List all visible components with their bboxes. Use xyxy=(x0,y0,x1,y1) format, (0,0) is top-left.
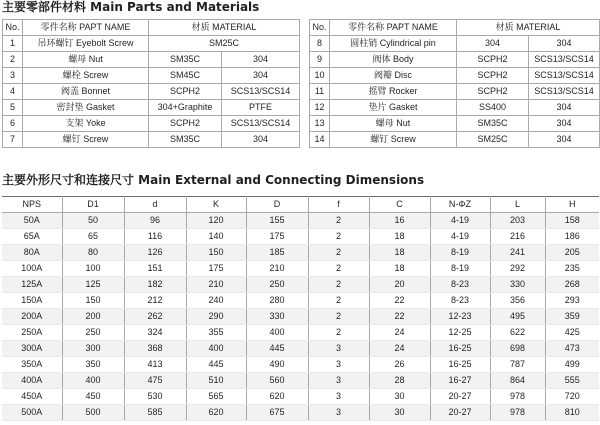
dimension-cell: 413 xyxy=(124,357,186,373)
dimension-cell: 445 xyxy=(246,341,308,357)
part-number: 1 xyxy=(3,36,23,52)
part-name: 螺钉 Screw xyxy=(330,132,457,148)
dimension-cell: 4-19 xyxy=(430,229,490,245)
dimension-cell: 80 xyxy=(62,245,124,261)
dimension-cell: 368 xyxy=(124,341,186,357)
dimension-cell: 50A xyxy=(2,213,62,229)
parts-header-row xyxy=(310,20,600,36)
part-material-2: SCS13/SCS14 xyxy=(529,52,600,68)
dimension-cell: 555 xyxy=(545,373,599,389)
dimension-cell: 120 xyxy=(186,213,246,229)
dimension-cell: 96 xyxy=(124,213,186,229)
parts-row xyxy=(3,84,300,100)
dimension-cell: 203 xyxy=(490,213,545,229)
dimension-cell: 864 xyxy=(490,373,545,389)
dimension-row xyxy=(2,357,599,373)
dimension-cell: 585 xyxy=(124,405,186,421)
dimension-cell: 182 xyxy=(124,277,186,293)
parts-section-title: 主要零部件材料 Main Parts and Materials xyxy=(2,0,260,14)
dimension-header: K xyxy=(186,197,246,213)
dimension-cell: 185 xyxy=(246,245,308,261)
dimension-cell: 425 xyxy=(545,325,599,341)
part-material-1: SCPH2 xyxy=(149,116,222,132)
dimension-cell: 2 xyxy=(308,325,369,341)
header-part-name: 零件名称 PAPT NAME xyxy=(23,20,149,36)
part-name: 阀体 Body xyxy=(330,52,457,68)
parts-row xyxy=(310,52,600,68)
dimension-cell: 65A xyxy=(2,229,62,245)
part-material-2: SCS13/SCS14 xyxy=(529,68,600,84)
dimension-cell: 200 xyxy=(62,309,124,325)
dimension-cell: 356 xyxy=(490,293,545,309)
parts-row xyxy=(3,52,300,68)
dimension-cell: 116 xyxy=(124,229,186,245)
dimension-header: f xyxy=(308,197,369,213)
part-material-2: 304 xyxy=(222,52,300,68)
parts-row xyxy=(3,132,300,148)
part-number: 5 xyxy=(3,100,23,116)
part-material-2: SCS13/SCS14 xyxy=(222,84,300,100)
dimension-cell: 16-25 xyxy=(430,341,490,357)
parts-row xyxy=(310,100,600,116)
part-material-1: SCPH2 xyxy=(457,52,529,68)
part-material-2: PTFE xyxy=(222,100,300,116)
parts-row xyxy=(3,68,300,84)
dimension-cell: 262 xyxy=(124,309,186,325)
dimension-cell: 240 xyxy=(186,293,246,309)
dimension-cell: 450A xyxy=(2,389,62,405)
dimension-cell: 445 xyxy=(186,357,246,373)
dimension-cell: 16 xyxy=(369,213,430,229)
part-number: 14 xyxy=(310,132,330,148)
dimension-cell: 126 xyxy=(124,245,186,261)
dimension-cell: 50 xyxy=(62,213,124,229)
part-number: 2 xyxy=(3,52,23,68)
part-name: 螺母 Nut xyxy=(23,52,149,68)
dimension-cell: 150 xyxy=(186,245,246,261)
dimension-cell: 290 xyxy=(186,309,246,325)
dimension-row xyxy=(2,229,599,245)
dimension-row xyxy=(2,389,599,405)
header-part-name: 零件名称 PAPT NAME xyxy=(330,20,457,36)
parts-row xyxy=(3,36,300,52)
dimension-cell: 158 xyxy=(545,213,599,229)
part-material-2: 304 xyxy=(222,68,300,84)
header-no: No. xyxy=(3,20,23,36)
part-material-2: 304 xyxy=(529,100,600,116)
part-material-1: 304+Graphite xyxy=(149,100,222,116)
dimension-cell: 280 xyxy=(246,293,308,309)
part-number: 8 xyxy=(310,36,330,52)
part-name: 螺母 Nut xyxy=(330,116,457,132)
dimension-cell: 622 xyxy=(490,325,545,341)
dimension-cell: 8-19 xyxy=(430,261,490,277)
dimension-cell: 100 xyxy=(62,261,124,277)
parts-row xyxy=(310,36,600,52)
part-name: 吊环螺钉 Eyebolt Screw xyxy=(23,36,149,52)
dimension-cell: 359 xyxy=(545,309,599,325)
dimension-cell: 24 xyxy=(369,325,430,341)
dimension-cell: 350A xyxy=(2,357,62,373)
dimensions-section-title: 主要外形尺寸和连接尺寸 Main External and Connecting Dimensions xyxy=(2,173,425,187)
part-number: 10 xyxy=(310,68,330,84)
part-material-1: SM25C xyxy=(457,132,529,148)
dimension-cell: 698 xyxy=(490,341,545,357)
dimension-cell: 324 xyxy=(124,325,186,341)
header-material: 材质 MATERIAL xyxy=(149,20,300,36)
part-name: 螺栓 Screw xyxy=(23,68,149,84)
dimension-cell: 8-19 xyxy=(430,245,490,261)
dimension-cell: 28 xyxy=(369,373,430,389)
dimension-cell: 65 xyxy=(62,229,124,245)
dimension-row xyxy=(2,405,599,421)
dimension-cell: 12-23 xyxy=(430,309,490,325)
dimension-row xyxy=(2,373,599,389)
dimension-row xyxy=(2,213,599,229)
dimension-cell: 30 xyxy=(369,389,430,405)
dimension-cell: 2 xyxy=(308,229,369,245)
dimension-cell: 18 xyxy=(369,245,430,261)
dimension-cell: 150A xyxy=(2,293,62,309)
parts-row xyxy=(3,116,300,132)
dimension-cell: 787 xyxy=(490,357,545,373)
dimensions-table xyxy=(2,196,599,421)
dimension-header: NPS xyxy=(2,197,62,213)
dimension-header: H xyxy=(545,197,599,213)
part-material-2: SCS13/SCS14 xyxy=(529,84,600,100)
dimension-cell: 978 xyxy=(490,389,545,405)
dimension-cell: 293 xyxy=(545,293,599,309)
dimension-cell: 510 xyxy=(186,373,246,389)
dimension-cell: 151 xyxy=(124,261,186,277)
part-name: 摇臂 Rocker xyxy=(330,84,457,100)
part-material-2: 304 xyxy=(529,132,600,148)
parts-row xyxy=(310,84,600,100)
dimension-cell: 24 xyxy=(369,341,430,357)
part-number: 4 xyxy=(3,84,23,100)
header-no: No. xyxy=(310,20,330,36)
dimension-cell: 125A xyxy=(2,277,62,293)
part-name: 阀盖 Bonnet xyxy=(23,84,149,100)
dimension-cell: 20-27 xyxy=(430,389,490,405)
part-number: 7 xyxy=(3,132,23,148)
dimension-cell: 978 xyxy=(490,405,545,421)
dimension-cell: 330 xyxy=(490,277,545,293)
dimension-cell: 22 xyxy=(369,309,430,325)
part-name: 垫片 Gasket xyxy=(330,100,457,116)
part-material-1: SCPH2 xyxy=(457,68,529,84)
dimension-cell: 140 xyxy=(186,229,246,245)
part-material: SM25C xyxy=(149,36,300,52)
dimension-header: N-ΦZ xyxy=(430,197,490,213)
part-number: 12 xyxy=(310,100,330,116)
dimension-cell: 500 xyxy=(62,405,124,421)
dimension-cell: 18 xyxy=(369,261,430,277)
dimension-cell: 330 xyxy=(246,309,308,325)
dimension-header: D1 xyxy=(62,197,124,213)
part-material-2: 304 xyxy=(222,132,300,148)
dimension-cell: 175 xyxy=(246,229,308,245)
part-material-1: SCPH2 xyxy=(149,84,222,100)
dimension-cell: 490 xyxy=(246,357,308,373)
dimension-row xyxy=(2,261,599,277)
dimension-cell: 250 xyxy=(62,325,124,341)
dimension-cell: 175 xyxy=(186,261,246,277)
dimension-cell: 22 xyxy=(369,293,430,309)
dimensions-header-row xyxy=(2,197,599,213)
dimension-cell: 186 xyxy=(545,229,599,245)
dimension-cell: 16-27 xyxy=(430,373,490,389)
part-material-2: SCS13/SCS14 xyxy=(222,116,300,132)
dimension-cell: 212 xyxy=(124,293,186,309)
dimension-cell: 235 xyxy=(545,261,599,277)
part-material-1: SS400 xyxy=(457,100,529,116)
dimension-cell: 400 xyxy=(186,341,246,357)
dimension-cell: 400 xyxy=(62,373,124,389)
dimension-cell: 3 xyxy=(308,341,369,357)
dimension-cell: 2 xyxy=(308,277,369,293)
dimension-cell: 125 xyxy=(62,277,124,293)
dimension-cell: 300 xyxy=(62,341,124,357)
dimension-cell: 216 xyxy=(490,229,545,245)
dimension-header: L xyxy=(490,197,545,213)
part-material-2: 304 xyxy=(529,36,600,52)
dimension-cell: 210 xyxy=(186,277,246,293)
part-material-1: SCPH2 xyxy=(457,84,529,100)
part-number: 11 xyxy=(310,84,330,100)
dimension-cell: 400 xyxy=(246,325,308,341)
dimension-cell: 80A xyxy=(2,245,62,261)
dimension-cell: 8-23 xyxy=(430,293,490,309)
dimension-cell: 3 xyxy=(308,405,369,421)
part-material-1: SM45C xyxy=(149,68,222,84)
parts-header-row xyxy=(3,20,300,36)
dimension-cell: 155 xyxy=(246,213,308,229)
dimension-cell: 292 xyxy=(490,261,545,277)
part-number: 6 xyxy=(3,116,23,132)
part-material-1: 304 xyxy=(457,36,529,52)
dimension-header: d xyxy=(124,197,186,213)
part-material-1: SM35C xyxy=(149,52,222,68)
dimension-cell: 205 xyxy=(545,245,599,261)
dimension-cell: 250 xyxy=(246,277,308,293)
part-material-1: SM35C xyxy=(149,132,222,148)
dimension-cell: 20-27 xyxy=(430,405,490,421)
dimension-cell: 241 xyxy=(490,245,545,261)
dimension-cell: 250A xyxy=(2,325,62,341)
dimension-cell: 810 xyxy=(545,405,599,421)
dimension-cell: 675 xyxy=(246,405,308,421)
dimension-cell: 26 xyxy=(369,357,430,373)
dimension-cell: 30 xyxy=(369,405,430,421)
part-name: 密封垫 Gasket xyxy=(23,100,149,116)
dimension-cell: 3 xyxy=(308,389,369,405)
dimension-cell: 20 xyxy=(369,277,430,293)
dimension-row xyxy=(2,293,599,309)
dimension-cell: 475 xyxy=(124,373,186,389)
dimension-cell: 16-25 xyxy=(430,357,490,373)
dimension-cell: 565 xyxy=(186,389,246,405)
dimension-cell: 2 xyxy=(308,293,369,309)
part-number: 3 xyxy=(3,68,23,84)
dimension-cell: 400A xyxy=(2,373,62,389)
dimension-cell: 560 xyxy=(246,373,308,389)
dimension-cell: 473 xyxy=(545,341,599,357)
dimension-cell: 300A xyxy=(2,341,62,357)
header-material: 材质 MATERIAL xyxy=(457,20,600,36)
part-name: 支架 Yoke xyxy=(23,116,149,132)
dimension-cell: 620 xyxy=(186,405,246,421)
dimension-cell: 12-25 xyxy=(430,325,490,341)
dimension-cell: 620 xyxy=(246,389,308,405)
dimension-cell: 2 xyxy=(308,245,369,261)
dimension-cell: 200A xyxy=(2,309,62,325)
dimension-cell: 268 xyxy=(545,277,599,293)
dimension-cell: 2 xyxy=(308,309,369,325)
dimension-cell: 4-19 xyxy=(430,213,490,229)
dimension-cell: 3 xyxy=(308,357,369,373)
dimension-row xyxy=(2,325,599,341)
dimension-cell: 500A xyxy=(2,405,62,421)
dimension-cell: 355 xyxy=(186,325,246,341)
parts-row xyxy=(310,132,600,148)
dimension-cell: 150 xyxy=(62,293,124,309)
part-number: 9 xyxy=(310,52,330,68)
dimension-cell: 350 xyxy=(62,357,124,373)
dimension-row xyxy=(2,245,599,261)
part-name: 圆柱销 Cylindrical pin xyxy=(330,36,457,52)
parts-table-left xyxy=(2,19,300,148)
dimension-cell: 8-23 xyxy=(430,277,490,293)
dimension-cell: 100A xyxy=(2,261,62,277)
dimension-cell: 210 xyxy=(246,261,308,277)
part-number: 13 xyxy=(310,116,330,132)
dimension-cell: 720 xyxy=(545,389,599,405)
dimension-row xyxy=(2,309,599,325)
parts-row xyxy=(3,100,300,116)
parts-row xyxy=(310,68,600,84)
part-material-1: SM35C xyxy=(457,116,529,132)
dimension-cell: 499 xyxy=(545,357,599,373)
dimension-cell: 450 xyxy=(62,389,124,405)
dimension-cell: 2 xyxy=(308,213,369,229)
dimension-row xyxy=(2,341,599,357)
dimension-header: D xyxy=(246,197,308,213)
dimension-cell: 495 xyxy=(490,309,545,325)
parts-table-right xyxy=(309,19,600,148)
part-material-2: 304 xyxy=(529,116,600,132)
dimension-row xyxy=(2,277,599,293)
dimension-cell: 3 xyxy=(308,373,369,389)
dimension-cell: 530 xyxy=(124,389,186,405)
dimension-header: C xyxy=(369,197,430,213)
part-name: 阀瓣 Disc xyxy=(330,68,457,84)
dimension-cell: 18 xyxy=(369,229,430,245)
dimension-cell: 2 xyxy=(308,261,369,277)
parts-row xyxy=(310,116,600,132)
part-name: 螺钉 Screw xyxy=(23,132,149,148)
